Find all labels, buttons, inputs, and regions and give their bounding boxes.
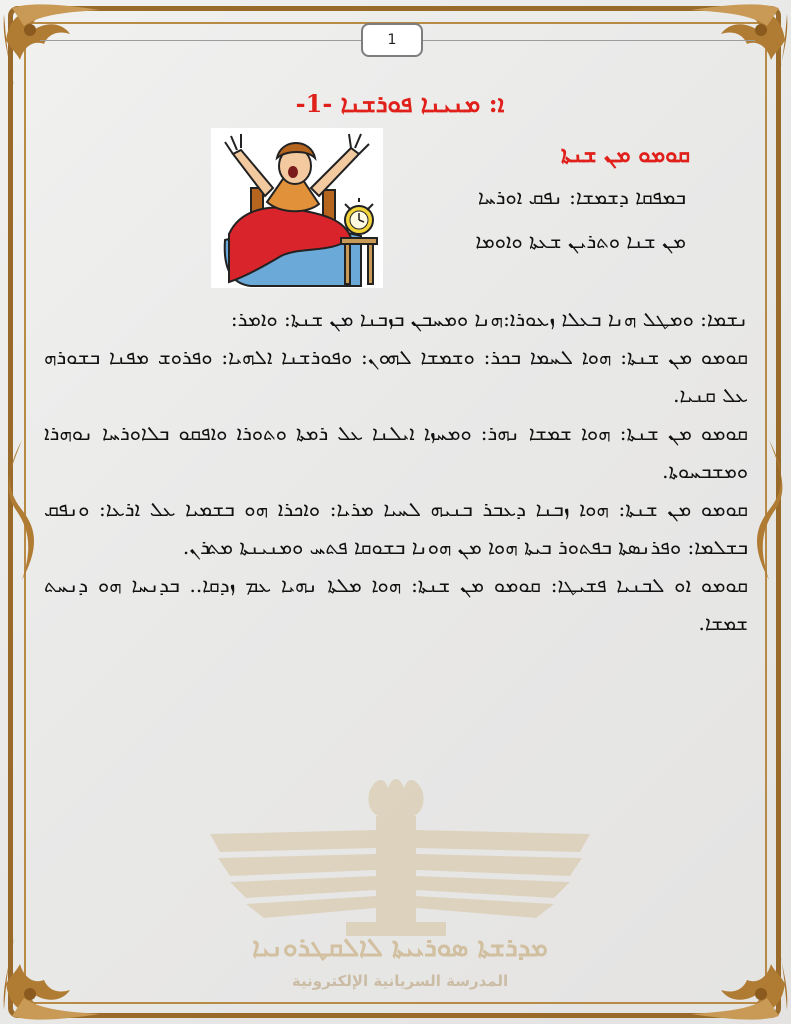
lesson-body	[44, 300, 748, 642]
ornate-side-icon	[749, 440, 789, 580]
paragraph: ܩܘܡܘ ܡܢ ܫܢܬܐ: ܗܘܐ ܠܚܡܐ ܒܟܪ: ܘܫܡܫܐ ܠܗܘܢ: ܘܦܘܪܫܢܐ ܐܠܗܝܐ: ܘܦܪܘܫ ܡܦܢܐ ܒܫܘܪܗ ܥܠ ܩܢܝܐ.	[44, 345, 748, 407]
lesson-title: ܐ: ܡܢܝܢܐ ܦܘܪܫܢܐ -1-	[295, 89, 505, 118]
ornate-corner-icon	[0, 0, 120, 90]
page-number: 1	[361, 23, 423, 57]
paragraph: ܩܘܡܘ ܡܢ ܫܢܬܐ: ܗܘܐ ܙܒܢܐ ܕܥܒܪ ܒܢܝܗ ܠܚܝܐ ܡܪܝܐ: ܘܐܟܪܐ ܗܘ ܒܫܡܝܐ ܥܠ ܐܪܥܐ: ܘܢܦܩ ܒܫܠܡܐ: ܘܦܪܢܣܬܐ ܒܦܬܘܪ ܒܝܬܐ ܗܘܐ ܡܢ ܗܘܢܐ ܒܫܘܩܐ ܦܬܚ ܘܡܢܝܢܬܐ ܡܬܪܢ.	[44, 497, 748, 559]
ornate-side-icon	[2, 440, 42, 580]
lesson-subtitle: ܩܘܡܘ ܡܢ ܫܢܬܐ	[560, 142, 690, 168]
ornate-corner-icon	[671, 934, 791, 1024]
intro-line: ܒܡܦܩܐ ܕܫܡܫܐ: ܢܦܩ ܐܘܪܚܐ	[477, 185, 686, 209]
watermark-syriac-title: ܡܕܪܫܬܐ ܣܘܪܝܝܬܐ ܠܐܠܩܛܪܘܢܝܐ	[252, 933, 548, 963]
intro-line: ܡܢ ܫܢܐ ܘܬܪܝܢ ܫܥܬܐ ܘܐܘܡܐ	[475, 229, 686, 253]
paragraph: ܢܫܡܐ: ܘܡܛܠ ܗܢܐ ܒܥܠܐ ܙܥܘܪܐ:ܗܢܐ ܘܡܚܒܢ ܒܙܒܢܐ ܡܢ ܫܢܬܐ: ܘܐܡܪ:	[230, 307, 748, 331]
waking-boy-alarm-clock-illustration	[211, 128, 383, 288]
watermark-arabic-title: المدرسة السريانية الإلكترونية	[291, 972, 509, 990]
ornate-corner-icon	[671, 0, 791, 90]
ornate-corner-icon	[0, 934, 120, 1024]
paragraph: ܩܘܡܘ ܐܘ ܠܒܢܝܐ ܦܫܝܛܐ: ܩܘܡܘ ܡܢ ܫܢܬܐ: ܗܘܐ ܡܠܬܐ ܢܗܝܐ ܥܡ ܙܕܩܐ.. ܒܕܢܚܐ ܗܘ ܕܢܚܬ ܫܡܫܐ.	[44, 573, 748, 635]
paragraph: ܩܘܡܘ ܡܢ ܫܢܬܐ: ܗܘܐ ܫܡܫܐ ܢܗܪ: ܘܡܚܙܐ ܐܝܠܢܐ ܥܠ ܪܡܬܐ ܘܬܘܪܐ ܘܐܦܩܘ ܒܠܐܘܪܚܐ ܢܘܗܪܐ ܘܡܫܒܚܘܬܐ.	[44, 421, 748, 483]
